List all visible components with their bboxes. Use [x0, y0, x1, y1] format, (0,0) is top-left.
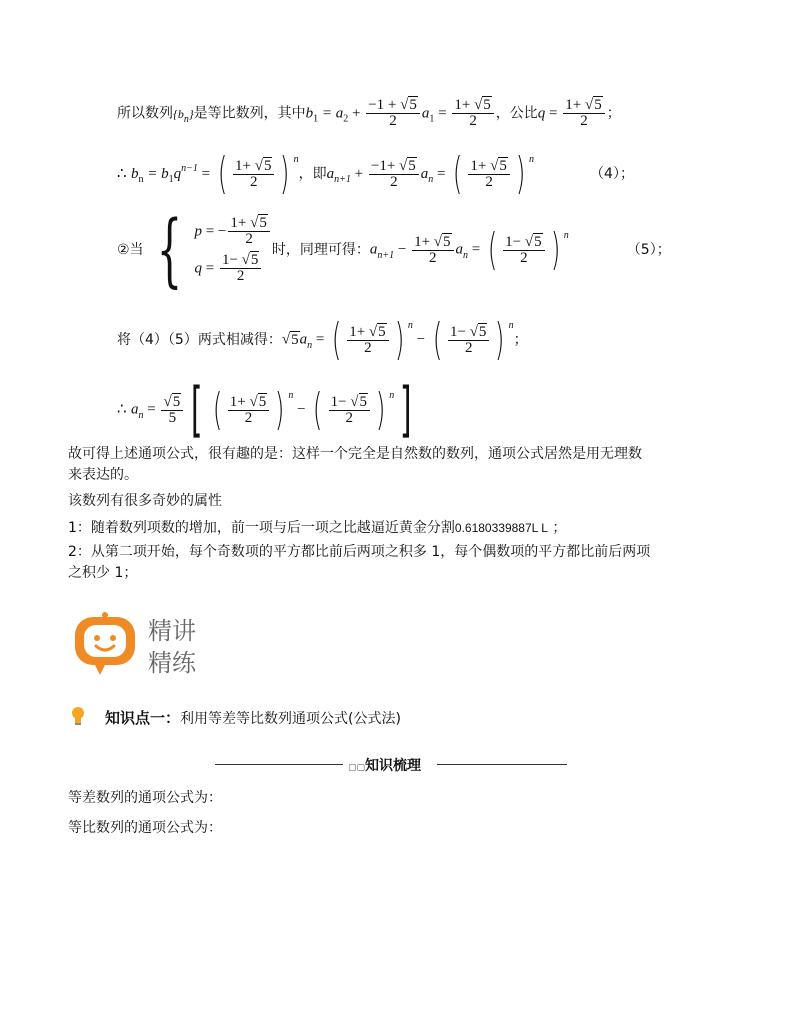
knowledge-point-heading: 知识点一：利用等差等比数列通项公式(公式法) [105, 709, 401, 727]
banner-title-line-1: 精讲 [148, 617, 196, 645]
banner-title-line-2: 精练 [148, 649, 196, 677]
lightbulb-icon [70, 706, 86, 730]
equation-line-5: ∴ $a_n$ = $\frac{√5}{5}$ [ ( $\frac{1+ √5}{2}$ ) $^n$ − ( $\frac{1- √5}{2}$ ) $^n$] [117, 375, 412, 445]
property-2-line-1: 2：从第二项开始，每个奇数项的平方都比前后两项之积多 1，每个偶数项的平方都比前后两项 [68, 544, 651, 560]
equation-line-1: 所以数列$\{b_n\}$是等比数列，其中$b_1 = a_2$ + $\frac{-1 + √5}{2}$ $a_1$ = $\frac{1+ √5}{2}$ ，公比q = $\frac{1+ √5}{2}$ ； [117, 97, 621, 129]
fraction: $\frac{1+ √5}{2}$ [563, 98, 604, 129]
section-title: ▢▢知识梳理 [348, 758, 422, 774]
equation-line-2: ∴ $b_n = b_1q^{n-1}$ = ( $\frac{1+ √5}{2}$ ) $^n$，即$a_{n+1}$ + $\frac{-1+ √5}{2}$ $a_n$ = ( $\frac{1+ √5}{2}$ ) $^n$（4）； [117, 148, 634, 199]
fraction: $\frac{1+ √5}{2}$ [452, 98, 493, 129]
fraction: $\frac{-1 + √5}{2}$ [366, 98, 420, 129]
paragraph-conclusion-line-2: 来表达的。 [68, 467, 138, 483]
book-icon: ▢▢ [348, 763, 366, 773]
divider-right [437, 764, 567, 765]
property-2-line-2: 之积少 1； [68, 565, 138, 581]
equation-line-3: ②当 { p = − $\frac{1+ √5}{2}$ q = $\frac{1- √5}{2}$ 时，同理可得：$a_{n+1}$ − $\frac{1+ √5}{2}$ $a_n$ = ( $\frac{1- √5}{2}$ ) $^n$（5）； [117, 203, 671, 296]
equation-line-4: 将（4）（5）两式相减得：$√5a_n$ = ( $\frac{1+ √5}{2}$ ) $^n$ − ( $\frac{1- √5}{2}$ ) $^n$； [117, 314, 528, 365]
paragraph-properties: 该数列有很多奇妙的属性 [68, 493, 222, 509]
property-1: 1：随着数列项数的增加，前一项与后一项之比越逼近黄金分割0.6180339887L L ； [68, 520, 567, 536]
divider-left [215, 764, 343, 765]
paragraph-conclusion-line-1: 故可得上述通项公式，很有趣的是：这样一个完全是自然数的数列，通项公式居然是用无理数 [68, 446, 642, 462]
question-geometric: 等比数列的通项公式为： [68, 820, 222, 836]
question-arithmetic: 等差数列的通项公式为： [68, 790, 222, 806]
speech-bubble-face-icon [72, 611, 138, 677]
